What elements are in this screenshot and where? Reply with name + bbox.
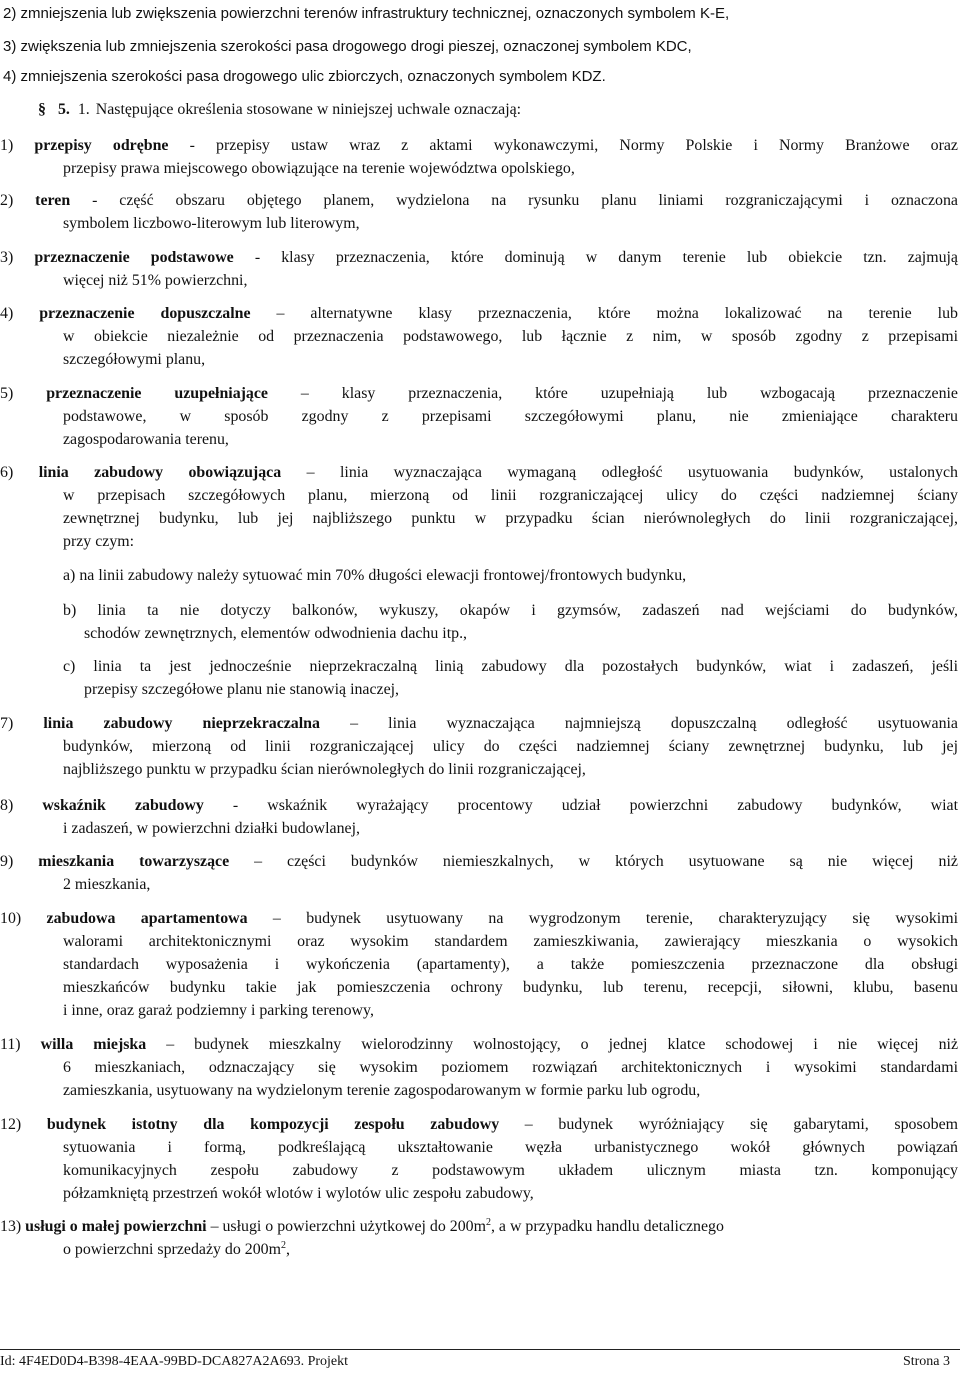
definition-line: zewnętrznej budynku, lub jej najbliższego punktu w przypadku ścian nierównoległych do linii rozgraniczającej, (63, 510, 958, 527)
definition-separator: – (281, 464, 340, 481)
definition-number: 13) (0, 1218, 22, 1235)
definition-line: i inne, oraz garaż podziemny i parking terenowy, (63, 1002, 374, 1019)
definition-separator: - (168, 137, 217, 154)
subitem-letter: a) (63, 567, 76, 584)
definition-separator: - (203, 797, 268, 814)
definition-separator: – (206, 1218, 223, 1235)
definition-line: 6 mieszkaniach, odznaczający się wysokim poziomem rozwiązań architektonicznych i wysokimi standardami (63, 1059, 958, 1076)
definition-separator: – (250, 305, 311, 322)
definition-separator: – (319, 715, 389, 732)
definition-first-line (0, 714, 958, 734)
definition-line: najbliższego punktu w przypadku ścian nierównoległych do linii rozgraniczającej, (63, 761, 586, 778)
definition-text: , (285, 1241, 290, 1258)
definition-line: podstawowe, w sposób zgodny z przepisami szczegółowymi planu, nie zmieniające charakteru (63, 408, 958, 425)
definition-line: 2 mieszkania, (63, 876, 151, 893)
definition-first-line (0, 852, 958, 872)
definition-text: część obszaru objętego planem, wydzielona na rysunku planu liniami rozgraniczającymi i oznaczona (119, 192, 958, 209)
definition-separator: – (499, 1116, 559, 1133)
definition-line: i zadaszeń, w powierzchni działki budowlanej, (63, 820, 360, 837)
definition-term: przeznaczenie podstawowe (34, 249, 234, 266)
intro-line: 3) zwiększenia lub zmniejszenia szerokości pasa drogowego drogi pieszej, oznaczonej symbolem KDC, (3, 38, 692, 55)
definition-text: alternatywne klasy przeznaczenia, które można lokalizować na terenie lub (310, 305, 958, 322)
definition-text: budynek mieszkalny wielorodzinny wolnostojący, o jednej klatce schodowej i nie więcej niż (194, 1036, 958, 1053)
definition-text: , a w przypadku handlu detalicznego (490, 1218, 724, 1235)
definition-term: willa miejska (40, 1036, 147, 1053)
section-text: Następujące określenia stosowane w niniejszej uchwale oznaczają: (95, 101, 522, 118)
definition-text: klasy przeznaczenia, które uzupełniają lub wzbogacają przeznaczenie (341, 385, 958, 402)
definition-first-line (0, 1115, 958, 1135)
definition-term: usługi o małej powierzchni (25, 1218, 207, 1235)
footer-page-number: Strona 3 (902, 1354, 950, 1369)
definition-term: wskaźnik zabudowy (42, 797, 204, 814)
definition-number: 11) (0, 1036, 21, 1053)
definition-line: zamieszkania, usytuowany na wydzielonym terenie zagospodarowanym w formie parku lub ogrodu, (63, 1082, 701, 1099)
section-number: 5. (57, 101, 70, 118)
definition-line: komunikacyjnych zespołu zabudowy z podstawowym układem ulicznym miasta tzn. komponujący (63, 1162, 958, 1179)
definition-number: 5) (0, 385, 14, 402)
definition-term: zabudowa apartamentowa (46, 910, 248, 927)
definition-line: w przepisach szczegółowych planu, mierzoną od linii rozgraniczającej ulicy do części nadziemnej ściany (63, 487, 958, 504)
definition-term: przeznaczenie dopuszczalne (39, 305, 251, 322)
definition-number: 6) (0, 464, 14, 481)
definition-term: linia zabudowy obowiązująca (38, 464, 282, 481)
definition-separator: – (229, 853, 288, 870)
definition-term: linia zabudowy nieprzekraczalna (43, 715, 320, 732)
definition-first-line (0, 304, 958, 324)
definition-term: mieszkania towarzyszące (38, 853, 230, 870)
definition-text: klasy przeznaczenia, które dominują w danym terenie lub obiekcie tzn. zajmują (281, 249, 958, 266)
definition-number: 10) (0, 910, 22, 927)
definition-first-line (0, 463, 958, 483)
subitem-line (63, 657, 958, 677)
definition-number: 7) (0, 715, 14, 732)
definition-line: standardach wyposażenia i wykończenia (apartamenty), a także pomieszczenia przeznaczone dla obsługi (63, 956, 958, 973)
definition-first-line (0, 248, 958, 268)
definition-separator: - (70, 192, 120, 209)
subitem-text: linia ta nie dotyczy balkonów, wykuszy, okapów i gzymsów, zadaszeń nad wejściami do budynków, (97, 602, 958, 619)
definition-separator: – (268, 385, 342, 402)
definition-first-line (0, 1035, 958, 1055)
definition-line: zagospodarowania terenu, (63, 431, 229, 448)
definition-text: budynek usytuowany na wygrodzonym terenie, charakteryzujący się wysokimi (306, 910, 959, 927)
definition-number: 3) (0, 249, 14, 266)
definition-line: szczegółowymi planu, (63, 351, 206, 368)
definition-separator: – (146, 1036, 195, 1053)
definition-line: walorami architektonicznymi oraz wysokim standardem zamieszkiwania, zawierający mieszkania o wysokich (63, 933, 958, 950)
definition-line: mieszkańców budynku takie jak pomieszczenia ochrony budynku, lub terenu, recepcji, siłowni, klubu, basenu (63, 979, 958, 996)
definition-first-line (0, 1217, 724, 1237)
definition-first-line (0, 796, 958, 816)
subitem-line (63, 566, 686, 586)
definition-number: 9) (0, 853, 14, 870)
definition-number: 12) (0, 1116, 22, 1133)
intro-line: 4) zmniejszenia szerokości pasa drogowego ulic zbiorczych, oznaczonych symbolem KDZ. (3, 68, 606, 85)
definition-text: przepisy ustaw wraz z aktami wykonawczymi, Normy Polskie i Normy Branżowe oraz (216, 137, 958, 154)
definition-first-line (0, 909, 958, 929)
definition-line (63, 1240, 290, 1260)
definition-first-line (0, 384, 958, 404)
definition-separator: - (233, 249, 282, 266)
footer-divider (0, 1349, 960, 1350)
definition-line: półzamkniętą przestrzeń wokół wlotów i wylotów ulic zespołu zabudowy, (63, 1185, 534, 1202)
subitem-text: linia ta jest jednocześnie nieprzekraczalną linią zabudowy dla pozostałych budynków, wiat i zadaszeń, jeśli (93, 658, 958, 675)
intro-line: 2) zmniejszenia lub zwiększenia powierzchni terenów infrastruktury technicznej, oznaczonych symbolem K-E, (3, 5, 730, 22)
section-heading (38, 100, 521, 120)
definition-text: linia wyznaczająca wymaganą odległość usytuowania budynków, ustalonych (340, 464, 959, 481)
definition-number: 4) (0, 305, 14, 322)
definition-term: przeznaczenie uzupełniające (46, 385, 268, 402)
definition-text: wskaźnik wyrażający procentowy udział powierzchni zabudowy budynków, wiat (267, 797, 958, 814)
subitem-letter: b) (63, 602, 77, 619)
definition-term: budynek istotny dla kompozycji zespołu zabudowy (46, 1116, 500, 1133)
definition-term: przepisy odrębne (34, 137, 169, 154)
definition-number: 8) (0, 797, 14, 814)
superscript: 2 (280, 1240, 286, 1251)
definition-term: teren (35, 192, 71, 209)
definition-first-line (0, 136, 958, 156)
definition-line: przy czym: (63, 533, 135, 550)
definition-text: części budynków niemieszkalnych, w których usytuowane są nie więcej niż (287, 853, 958, 870)
section-mark: § (38, 101, 46, 118)
definition-line: więcej niż 51% powierzchni, (63, 272, 248, 289)
definition-number: 1) (0, 137, 14, 154)
definition-line: w obiekcie niezależnie od przeznaczenia podstawowego, lub łącznie z nim, w sposób zgodny z przepisami (63, 328, 958, 345)
definition-line: symbolem liczbowo-literowym lub literowym, (63, 215, 360, 232)
section-subnumber: 1. (77, 101, 90, 118)
definition-number: 2) (0, 192, 14, 209)
definition-text: usługi o powierzchni użytkowej do 200m (222, 1218, 486, 1235)
definition-first-line (0, 191, 958, 211)
definition-line: sytuowania i formą, podkreślającą ukształtowanie węzła urbanistycznego wokół głównych powiązań (63, 1139, 958, 1156)
definition-text: linia wyznaczająca najmniejszą dopuszczalną odległość usytuowania (388, 715, 958, 732)
footer-document-id: Id: 4F4ED0D4-B398-4EAA-99BD-DCA827A2A693. Projekt (0, 1354, 349, 1369)
subitem-text: na linii zabudowy należy sytuować min 70% długości elewacji frontowej/frontowych budynku, (79, 567, 687, 584)
definition-text: budynek wyróżniający się gabarytami, sposobem (558, 1116, 958, 1133)
superscript: 2 (485, 1217, 491, 1228)
subitem-line (63, 601, 958, 621)
definition-line: budynków, mierzoną od linii rozgraniczającej ulicy do części nadziemnej ściany zewnętrznej budynku, lub jej (63, 738, 958, 755)
subitem-letter: c) (63, 658, 76, 675)
subitem-line: schodów zewnętrznych, elementów odwodnienia dachu itp., (84, 625, 468, 642)
definition-text: o powierzchni sprzedaży do 200m (63, 1241, 281, 1258)
definition-line: przepisy prawa miejscowego obowiązujące na terenie województwa opolskiego, (63, 160, 575, 177)
definition-separator: – (247, 910, 307, 927)
subitem-line: przepisy szczegółowe planu nie stanowią inaczej, (84, 681, 400, 698)
